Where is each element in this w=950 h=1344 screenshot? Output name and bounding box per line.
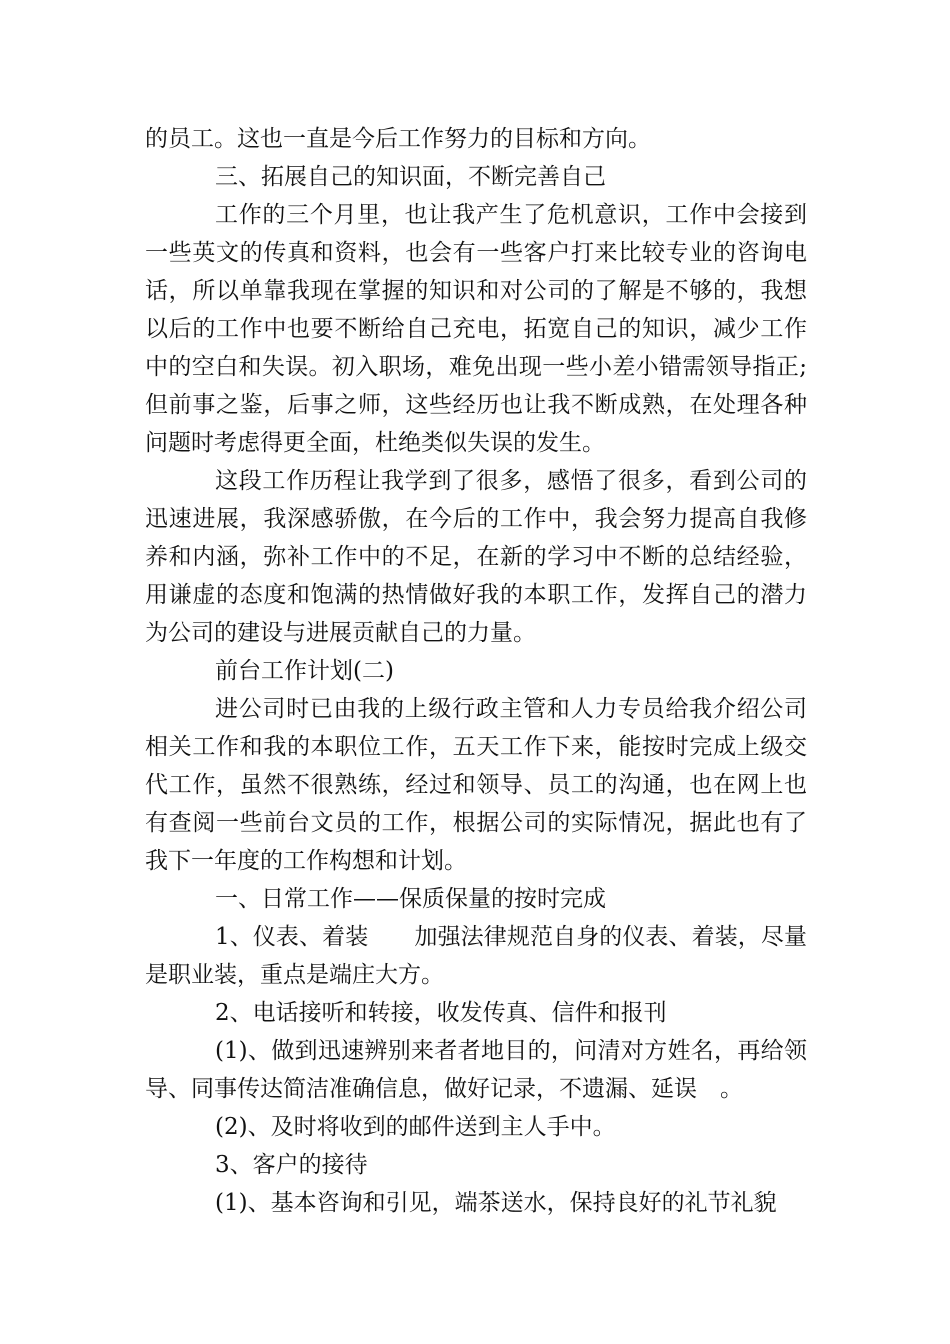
subitem-phone-1: (1)、做到迅速辨别来者者地目的，问清对方姓名，再给领导、同事传达简洁准确信息，做好记录，不遗漏、延误 。 xyxy=(145,1038,807,1102)
section-heading-one: 一、日常工作——保质保量的按时完成 xyxy=(215,886,606,912)
item-reception: 3、客户的接待 xyxy=(215,1152,368,1178)
paragraph-intro: 进公司时已由我的上级行政主管和人力专员给我介绍公司相关工作和我的本职位工作，五天工作下来，能按时完成上级交代工作，虽然不很熟练，经过和领导、员工的沟通，也在网上也有查阅一些前台文员的工作，根据公司的实际情况，据此也有了我下一年度的工作构想和计划。 xyxy=(145,696,807,874)
item-phone: 2、电话接听和转接，收发传真、信件和报刊 xyxy=(215,1000,667,1026)
plan-title: 前台工作计划(二) xyxy=(215,658,394,684)
subitem-phone-2: (2)、及时将收到的邮件送到主人手中。 xyxy=(215,1114,616,1140)
subitem-reception-1: (1)、基本咨询和引见，端茶送水，保持良好的礼节礼貌 xyxy=(215,1190,777,1216)
item-appearance: 1、仪表、着装 加强法律规范自身的仪表、着装，尽量是职业装，重点是端庄大方。 xyxy=(145,924,807,988)
paragraph-summary: 这段工作历程让我学到了很多，感悟了很多，看到公司的迅速进展，我深感骄傲，在今后的工作中，我会努力提高自我修养和内涵，弥补工作中的不足，在新的学习中不断的总结经验，用谦虚的态度和饱满的热情做好我的本职工作，发挥自己的潜力为公司的建设与进展贡献自己的力量。 xyxy=(145,468,807,646)
document-body xyxy=(145,120,807,1222)
paragraph-continuation: 的员工。这也一直是今后工作努力的目标和方向。 xyxy=(145,126,651,152)
paragraph-knowledge: 工作的三个月里，也让我产生了危机意识，工作中会接到一些英文的传真和资料，也会有一些客户打来比较专业的咨询电话，所以单靠我现在掌握的知识和对公司的了解是不够的，我想以后的工作中也要不断给自己充电，拓宽自己的知识，减少工作中的空白和失误。初入职场，难免出现一些小差小错需领导指正;但前事之鉴，后事之师，这些经历也让我不断成熟，在处理各种问题时考虑得更全面，杜绝类似失误的发生。 xyxy=(145,202,807,456)
section-heading-three: 三、拓展自己的知识面，不断完善自己 xyxy=(215,164,606,190)
